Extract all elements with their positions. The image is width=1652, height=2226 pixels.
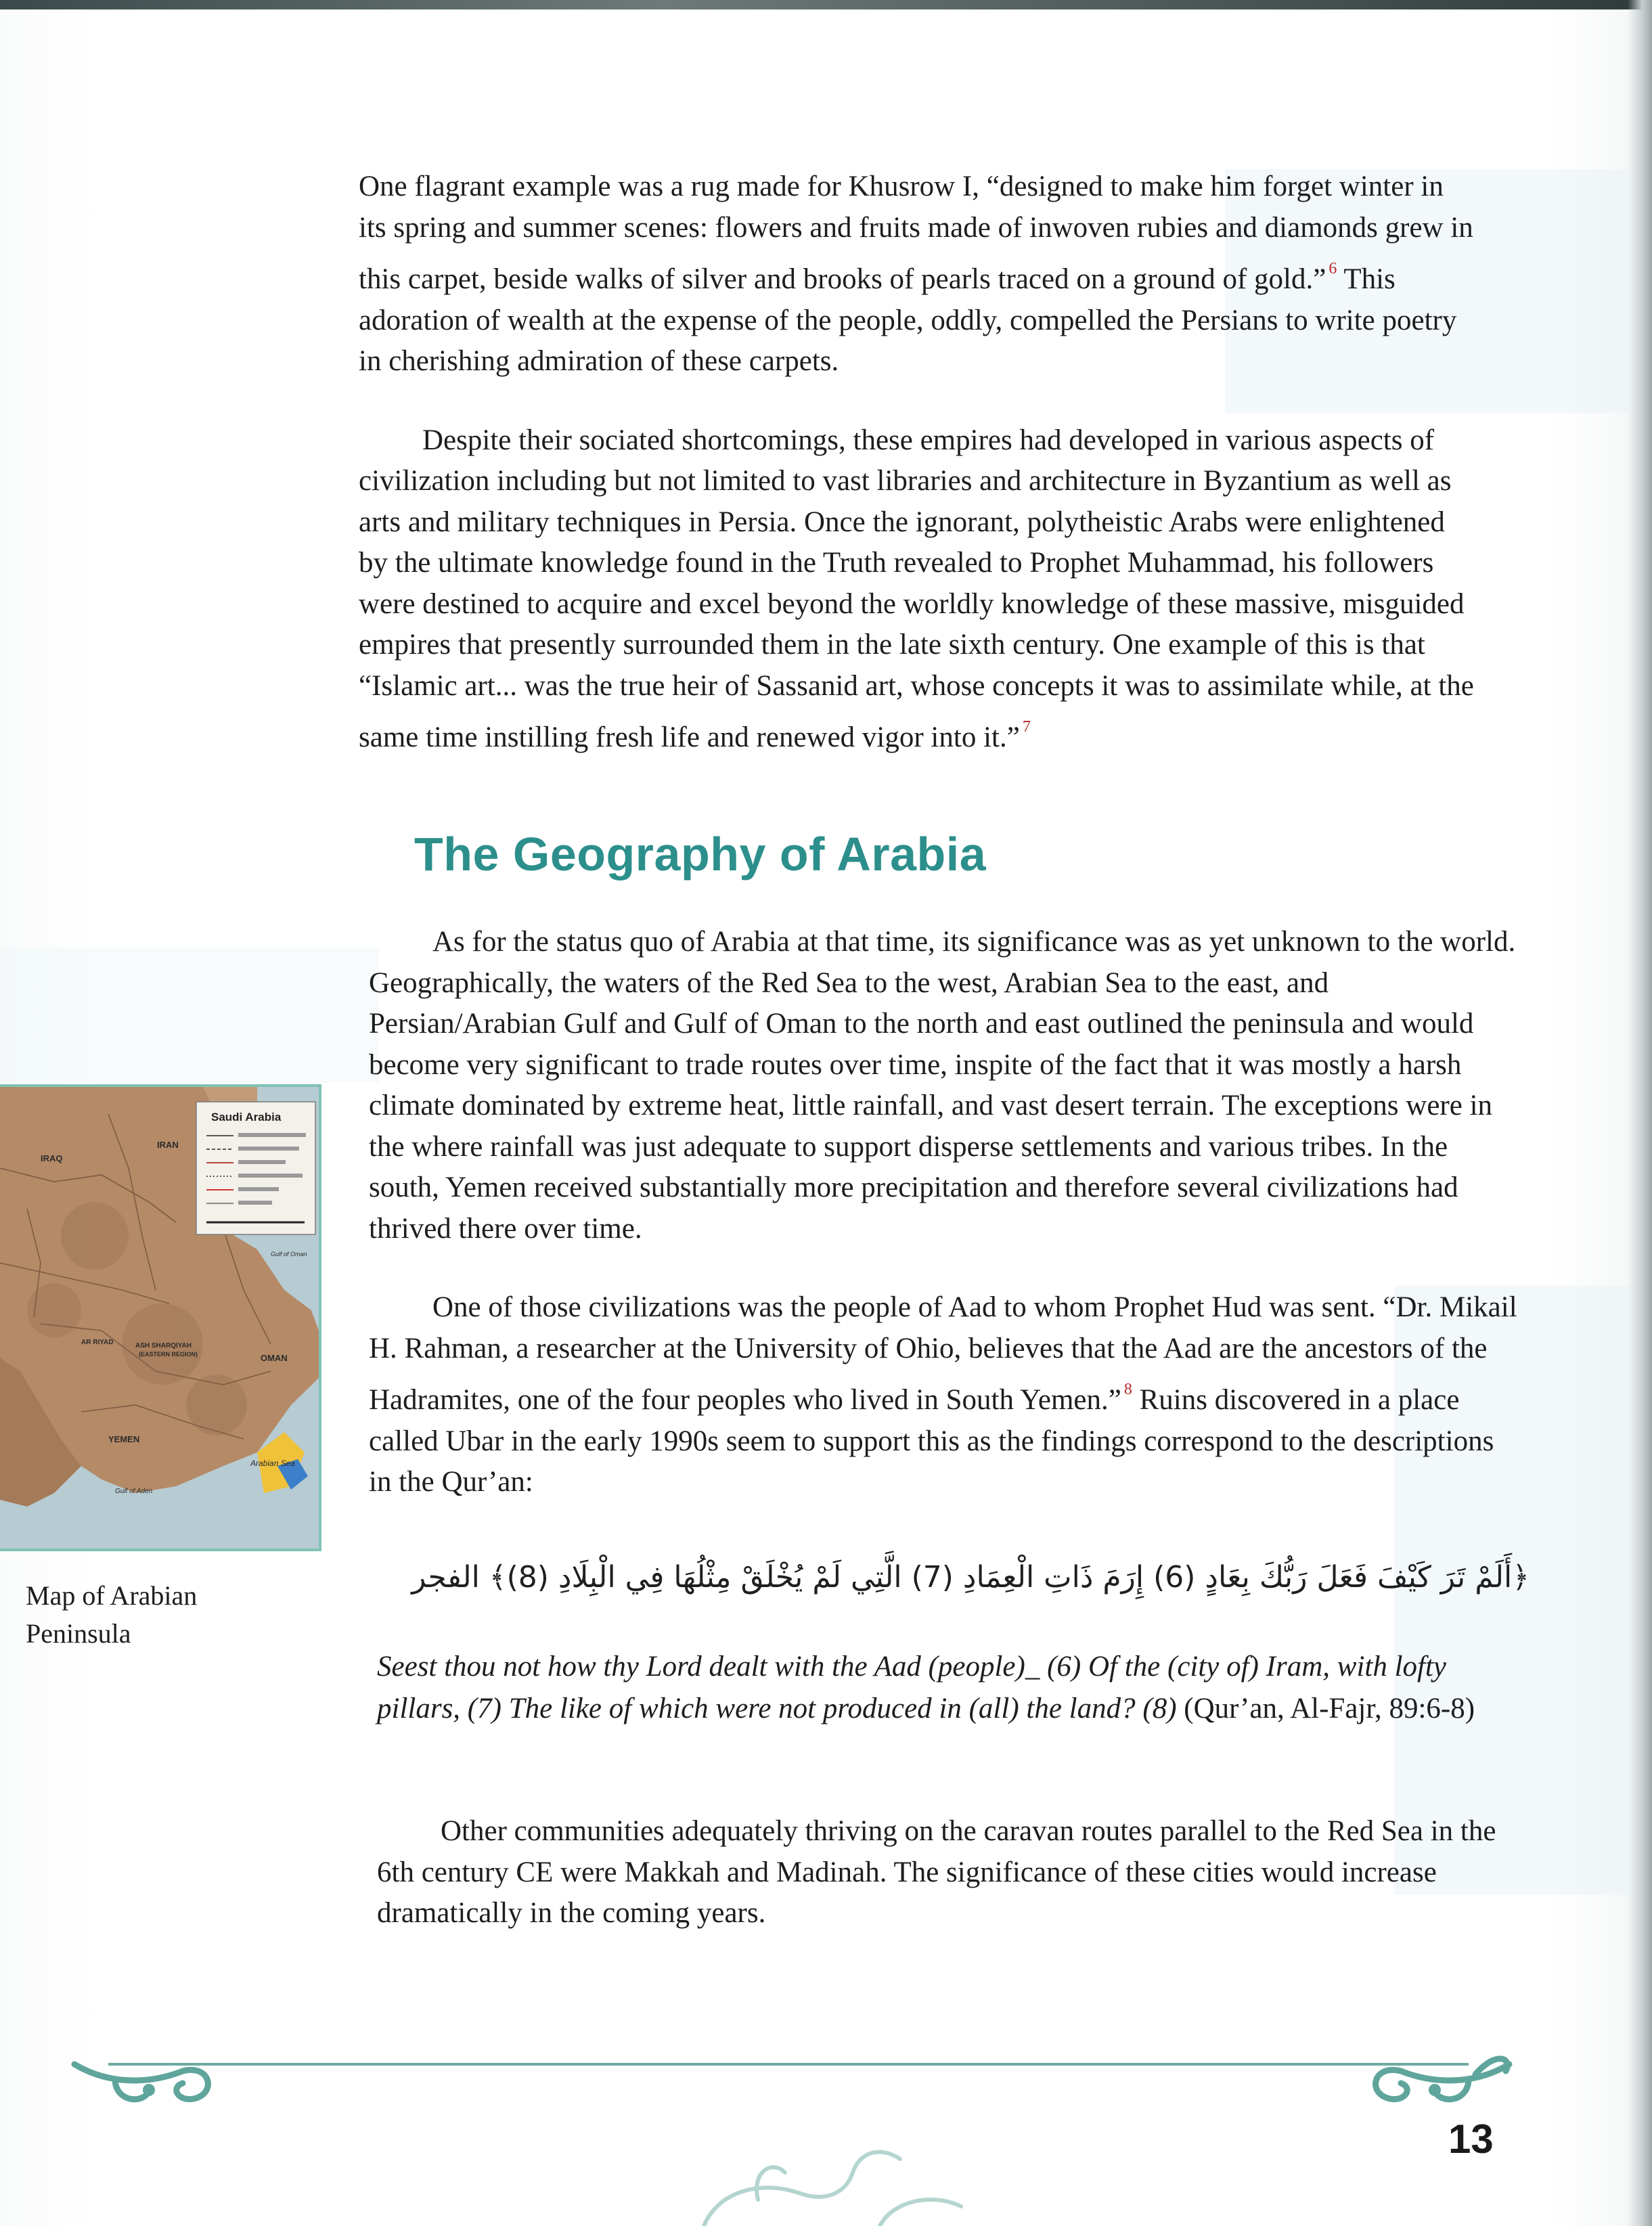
arabian-peninsula-map [0,1084,321,1551]
body-text-bottom [377,1811,1527,1934]
bleed-through-panel [0,948,379,1083]
map-label-ar-riyad: AR RIYAD [81,1339,114,1346]
map-label-oman: OMAN [261,1353,288,1363]
map-legend-title: Saudi Arabia [211,1111,282,1123]
paragraph-text: As for the status quo of Arabia at that time, its significance was as yet unknown to the world. Geographically, the waters of the Red Sea to the west, Arabian Sea to the east, and Persian/Arabian Gulf and Gulf of Oman to the north and east outlined the peninsula and would become very significant to trade routes over time, inspite of the fact that it was mostly a harsh climate dominated by extreme heat, little rainfall, and vast desert terrain. The exceptions were in the where rainfall was just adequate to support disperse settlements and various tribes. In the south, Yemen received substantially more precipitation and therefore several civilizations had thrived there over time. [369,926,1516,1245]
map-label-iraq: IRAQ [41,1153,63,1163]
paragraph-text: One of those civilizations was the people of Aad to whom Prophet Hud was sent. “Dr. Mikail H. Rahman, a researcher at the University of Ohio, believes that the Aad are the ancestors of the Hadramites, one of the four peoples who lived in South Yemen.” [369,1291,1517,1416]
section-heading: The Geography of Arabia [414,828,987,881]
translation-text: Seest thou not how thy Lord dealt with the Aad (people)_ (6) Of the (city of) Iram, with lofty pillars, (7) The like of which were not produced in (all) the land? (8) [377,1651,1447,1724]
map-label-iran: IRAN [157,1140,179,1150]
map-label-yemen: YEMEN [108,1434,140,1444]
paragraph [369,1287,1519,1503]
paragraph [359,166,1475,382]
paragraph [369,922,1519,1249]
footnote-marker[interactable]: 7 [1022,718,1031,736]
quran-verse-arabic: ﴿أَلَمْ تَرَ كَيْفَ فَعَلَ رَبُّكَ بِعَادٍ (6) إِرَمَ ذَاتِ الْعِمَادِ (7) الَّتِي لَمْ يُخْلَقْ مِثْلُهَا فِي الْبِلَادِ (8)﴾ الفجر [411,1560,1530,1595]
translation-reference: (Qur’an, Al-Fajr, 89:6-8) [1176,1693,1475,1724]
map-label-gulf-of-oman: Gulf of Oman [271,1251,307,1257]
paragraph-text: Ruins discovered in a place called Ubar in the early 1990s seem to support this as the findings correspond to the descriptions in the Qur’an: [369,1384,1494,1498]
quran-translation [377,1646,1514,1730]
map-graphic [0,1087,319,1551]
paragraph-text: This adoration of wealth at the expense of the people, oddly, compelled the Persians to write poetry in cherishing admiration of these carpets. [359,263,1457,377]
paragraph [359,420,1475,759]
page-right-shadow [1628,0,1652,2226]
body-text-middle [369,922,1519,1503]
body-text-top [359,166,1475,759]
map-label-ash-sharqiyah: ASH SHARQIYAH [135,1342,192,1350]
map-label-gulf-of-aden: Gulf of Aden [115,1488,153,1495]
page-number: 13 [1448,2116,1494,2162]
paragraph-text: One flagrant example was a rug made for Khusrow I, “designed to make him forget winter in its spring and summer scenes: flowers and fruits made of inwoven rubies and diamonds grew in this carpet, beside walks of silver and brooks of pearls traced on a ground of gold.” [359,171,1473,295]
map-label-eastern-region: (EASTERN REGION) [139,1351,198,1358]
map-caption: Map of Arabian Peninsula [26,1580,198,1649]
left-flourish-ornament [68,2037,223,2112]
right-flourish-ornament [1367,2037,1516,2112]
page-top-edge [0,0,1652,9]
bottom-center-flourish [677,2125,988,2226]
footnote-marker[interactable]: 6 [1329,260,1337,277]
paragraph-text: Despite their sociated shortcomings, these empires had developed in various aspects of civilization including but not limited to vast libraries and architecture in Byzantium as well as arts and military techniques in Persia. Once the ignorant, polytheistic Arabs were enlightened by the ultimate knowledge found in the Truth revealed to Prophet Muhammad, his followers were destined to acquire and excel beyond the worldly knowledge of these massive, misguided empires that presently surrounded them in the late sixth century. One example of this is that “Islamic art... was the true heir of Sassanid art, whose concepts it was to assimilate while, at the same time instilling fresh life and renewed vigor into it.” [359,424,1474,753]
paragraph: Other communities adequately thriving on the caravan routes parallel to the Red Sea in the 6th century CE were Makkah and Madinah. The significance of these cities would increase dramatically in the coming years. [377,1815,1496,1929]
footnote-marker[interactable]: 8 [1123,1381,1132,1398]
map-label-arabian-sea: Arabian Sea [250,1459,296,1468]
footer-rule [108,2063,1469,2066]
